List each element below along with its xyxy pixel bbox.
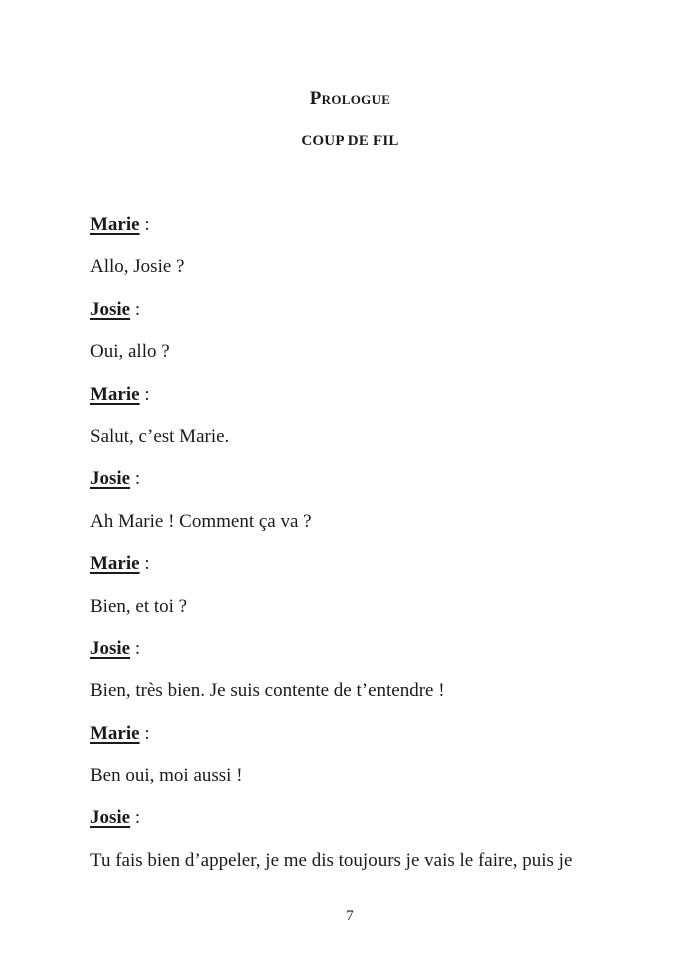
- speaker-colon: :: [130, 807, 141, 829]
- speaker-line: [90, 210, 650, 252]
- speaker-colon: :: [139, 214, 150, 235]
- speaker-line: [90, 380, 650, 422]
- page-number: 7: [346, 908, 354, 924]
- speech-line: [90, 592, 650, 634]
- speech-line: [90, 676, 650, 718]
- speaker-name: Josie: [90, 637, 131, 659]
- speaker-line: [90, 803, 650, 845]
- speech-line: [90, 422, 650, 464]
- speech-text: Oui, allo ?: [90, 341, 170, 363]
- speech-line: [90, 337, 650, 379]
- speaker-name: Josie: [90, 468, 131, 490]
- speech-text: Ah Marie ! Comment ça va ?: [90, 510, 312, 532]
- speaker-colon: :: [139, 383, 150, 405]
- speaker-line: [90, 634, 650, 676]
- speaker-name: Josie: [90, 807, 131, 829]
- speaker-name: Marie: [90, 553, 140, 575]
- speaker-colon: :: [130, 298, 141, 320]
- speech-text: Salut, c’est Marie.: [90, 425, 230, 447]
- chapter-title: Prologue: [309, 88, 391, 109]
- speaker-colon: :: [130, 637, 141, 659]
- speech-text: Tu fais bien d’appeler, je me dis toujours je vais le faire, puis je: [90, 849, 573, 871]
- speaker-line: [90, 464, 650, 506]
- speaker-colon: :: [130, 468, 141, 490]
- speech-text: Bien, très bien. Je suis contente de t’entendre !: [90, 680, 445, 702]
- speech-line: [90, 252, 650, 294]
- speaker-name: Marie: [90, 722, 140, 744]
- speaker-name: Josie: [90, 298, 131, 320]
- speech-line: [90, 846, 650, 888]
- speech-text: Ben oui, moi aussi !: [90, 765, 243, 787]
- speaker-name: Marie: [90, 214, 140, 235]
- speaker-line: [90, 549, 650, 591]
- speech-line: [90, 761, 650, 803]
- dialogue: [90, 210, 650, 888]
- speech-line: [90, 507, 650, 549]
- speaker-line: [90, 295, 650, 337]
- chapter-subtitle: COUP DE FIL: [301, 133, 399, 149]
- speaker-name: Marie: [90, 383, 140, 405]
- speaker-colon: :: [139, 553, 150, 575]
- speaker-colon: :: [139, 722, 150, 744]
- speaker-line: [90, 719, 650, 761]
- speech-text: Bien, et toi ?: [90, 595, 188, 617]
- speech-text: Allo, Josie ?: [90, 256, 185, 278]
